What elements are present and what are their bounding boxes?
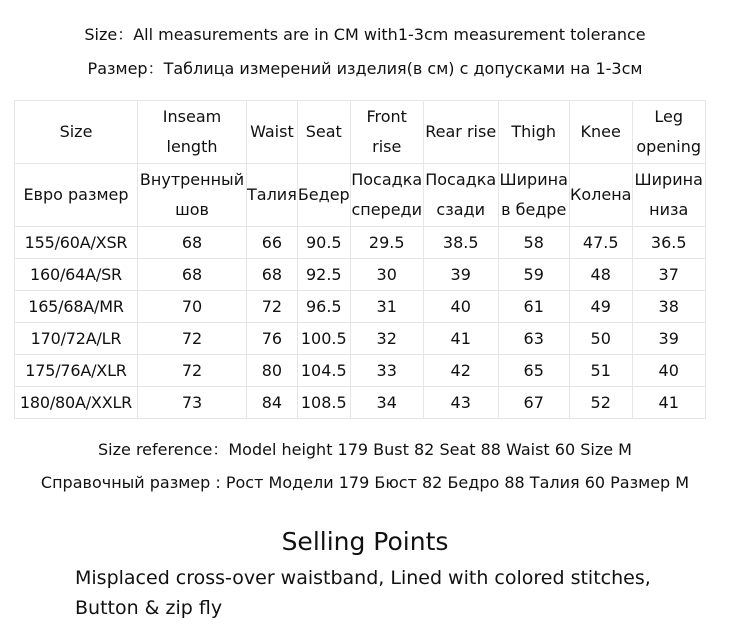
- table-cell: 108.5: [297, 387, 350, 419]
- size-note-en: Size：All measurements are in CM with1-3cm measurement tolerance: [84, 25, 646, 44]
- table-cell: 160/64A/SR: [15, 259, 138, 291]
- table-cell: 59: [498, 259, 569, 291]
- table-cell: 90.5: [297, 227, 350, 259]
- table-cell: 70: [138, 291, 247, 323]
- table-cell: 68: [138, 227, 247, 259]
- header-cell: Front rise: [350, 101, 423, 164]
- table-cell: 34: [350, 387, 423, 419]
- header-row-en: [15, 101, 706, 164]
- header-cell: Колена: [569, 164, 632, 227]
- table-row: [15, 259, 706, 291]
- header-cell: Size: [15, 101, 138, 164]
- table-cell: 180/80A/XXLR: [15, 387, 138, 419]
- table-cell: 68: [138, 259, 247, 291]
- header-cell: Rear rise: [423, 101, 498, 164]
- table-cell: 33: [350, 355, 423, 387]
- table-cell: 31: [350, 291, 423, 323]
- table-cell: 30: [350, 259, 423, 291]
- header-row-ru: [15, 164, 706, 227]
- size-table: [14, 100, 706, 419]
- table-cell: 40: [632, 355, 705, 387]
- table-cell: 38: [632, 291, 705, 323]
- table-cell: 96.5: [297, 291, 350, 323]
- table-cell: 58: [498, 227, 569, 259]
- table-cell: 76: [247, 323, 298, 355]
- table-cell: 43: [423, 387, 498, 419]
- table-cell: 104.5: [297, 355, 350, 387]
- table-cell: 170/72A/LR: [15, 323, 138, 355]
- table-cell: 65: [498, 355, 569, 387]
- table-cell: 63: [498, 323, 569, 355]
- table-cell: 32: [350, 323, 423, 355]
- table-cell: 73: [138, 387, 247, 419]
- table-cell: 84: [247, 387, 298, 419]
- table-cell: 50: [569, 323, 632, 355]
- size-reference-en: Size reference：Model height 179 Bust 82 Seat 88 Waist 60 Size M: [98, 440, 632, 459]
- table-cell: 41: [632, 387, 705, 419]
- table-cell: 52: [569, 387, 632, 419]
- header-cell: Ширина в бедре: [498, 164, 569, 227]
- header-cell: Евро размер: [15, 164, 138, 227]
- table-cell: 72: [247, 291, 298, 323]
- table-cell: 72: [138, 323, 247, 355]
- table-cell: 41: [423, 323, 498, 355]
- table-cell: 67: [498, 387, 569, 419]
- header-cell: Посадка сзади: [423, 164, 498, 227]
- table-cell: 165/68A/MR: [15, 291, 138, 323]
- header-cell: Бедер: [297, 164, 350, 227]
- table-row: [15, 227, 706, 259]
- table-row: [15, 387, 706, 419]
- header-cell: Leg opening: [632, 101, 705, 164]
- table-cell: 155/60A/XSR: [15, 227, 138, 259]
- table-cell: 68: [247, 259, 298, 291]
- table-cell: 36.5: [632, 227, 705, 259]
- table-cell: 51: [569, 355, 632, 387]
- selling-points-title: Selling Points: [281, 527, 449, 556]
- table-cell: 38.5: [423, 227, 498, 259]
- header-cell: Waist: [247, 101, 298, 164]
- header-cell: Inseam length: [138, 101, 247, 164]
- size-reference-ru: Справочный размер : Рост Модели 179 Бюст 82 Бедро 88 Талия 60 Размер M: [40, 473, 690, 492]
- header-cell: Thigh: [498, 101, 569, 164]
- table-cell: 100.5: [297, 323, 350, 355]
- table-cell: 47.5: [569, 227, 632, 259]
- table-cell: 66: [247, 227, 298, 259]
- header-cell: Ширина низа: [632, 164, 705, 227]
- selling-points-text: Misplaced cross-over waistband, Lined with colored stitches, Button & zip fly: [75, 567, 651, 619]
- table-cell: 37: [632, 259, 705, 291]
- table-cell: 92.5: [297, 259, 350, 291]
- table-cell: 48: [569, 259, 632, 291]
- table-cell: 39: [423, 259, 498, 291]
- table-row: [15, 291, 706, 323]
- table-cell: 29.5: [350, 227, 423, 259]
- table-cell: 61: [498, 291, 569, 323]
- table-cell: 80: [247, 355, 298, 387]
- header-cell: Талия: [247, 164, 298, 227]
- header-cell: Knee: [569, 101, 632, 164]
- table-cell: 72: [138, 355, 247, 387]
- table-cell: 175/76A/XLR: [15, 355, 138, 387]
- table-row: [15, 355, 706, 387]
- table-cell: 39: [632, 323, 705, 355]
- header-cell: Seat: [297, 101, 350, 164]
- table-row: [15, 323, 706, 355]
- table-cell: 42: [423, 355, 498, 387]
- table-cell: 49: [569, 291, 632, 323]
- header-cell: Посадка спереди: [350, 164, 423, 227]
- header-cell: Внутренный шов: [138, 164, 247, 227]
- table-cell: 40: [423, 291, 498, 323]
- size-note-ru: Размер：Таблица измерений изделия(в см) с допусками на 1-3см: [87, 59, 643, 78]
